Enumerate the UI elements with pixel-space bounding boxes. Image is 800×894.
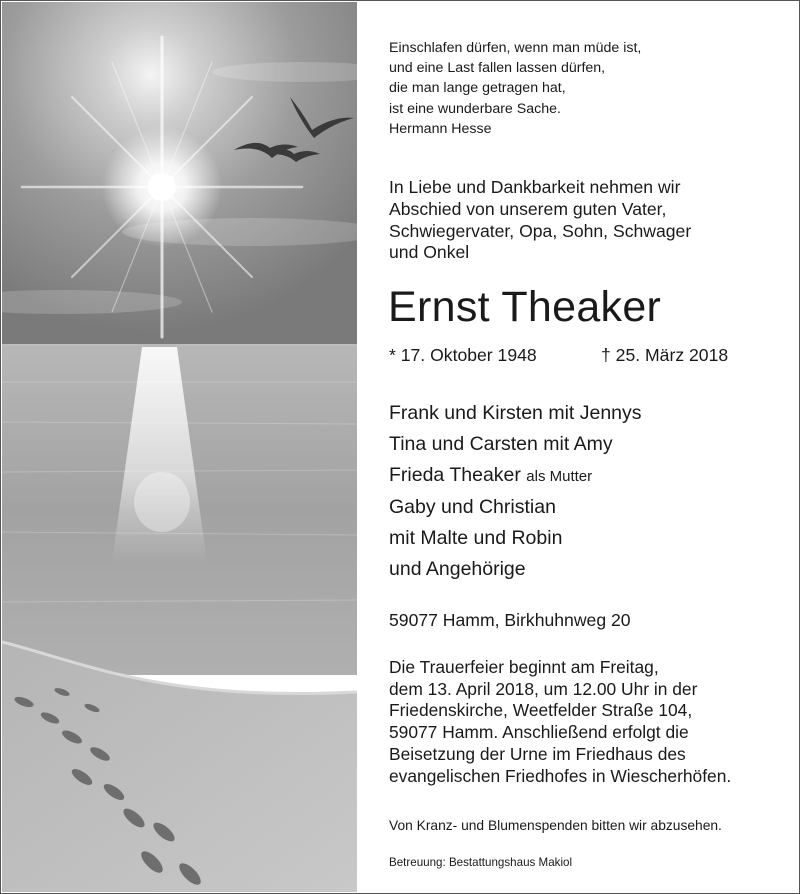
intro-line: und Onkel [389, 242, 470, 263]
poem-line: Einschlafen dürfen, wenn man müde ist, [389, 40, 642, 56]
mourner-line [389, 460, 642, 492]
service-line: Die Trauerfeier beginnt am Freitag, [389, 657, 659, 677]
mourner-line: Gaby und Christian [389, 496, 556, 518]
obituary-text-column [357, 0, 798, 892]
mourner-line: Tina und Carsten mit Amy [389, 433, 613, 455]
intro-line: In Liebe und Dankbarkeit nehmen wir [389, 177, 681, 197]
birth-date: * 17. Oktober 1948 [389, 345, 537, 365]
service-line: dem 13. April 2018, um 12.00 Uhr in der [389, 678, 698, 699]
family-address: 59077 Hamm, Birkhuhnweg 20 [389, 610, 631, 630]
farewell-intro [389, 177, 691, 264]
seascape-photo [2, 2, 357, 892]
death-date: † 25. März 2018 [601, 345, 729, 365]
mourner-line: und Angehörige [389, 558, 526, 580]
intro-line: Abschied von unserem guten Vater, [389, 198, 667, 219]
life-dates [389, 344, 749, 366]
poem-line: ist eine wunderbare Sache. [389, 100, 561, 117]
poem-line: und eine Last fallen lassen dürfen, [389, 60, 606, 77]
service-line: Friedenskirche, Weetfelder Straße 104, [389, 700, 693, 721]
deceased-name: Ernst Theaker [388, 283, 662, 331]
flowers-note: Von Kranz- und Blumenspenden bitten wir abzusehen. [389, 818, 722, 833]
service-line: Beisetzung der Urne im Friedhaus des [389, 743, 686, 764]
funeral-service-info [389, 657, 731, 787]
service-line: evangelischen Friedhofes in Wiescherhöfen. [389, 765, 732, 786]
poem-quote [389, 38, 641, 139]
service-line: 59077 Hamm. Anschließend erfolgt die [389, 722, 689, 743]
mourner-mother-role: als Mutter [526, 468, 593, 485]
mourner-line: mit Malte und Robin [389, 527, 563, 549]
poem-line: die man lange getragen hat, [389, 80, 566, 97]
intro-line: Schwiegervater, Opa, Sohn, Schwager [389, 220, 692, 241]
mourners-list [389, 398, 642, 585]
funeral-home-credit: Betreuung: Bestattungshaus Makiol [389, 856, 573, 869]
mourner-mother-name: Frieda Theaker [389, 464, 521, 486]
poem-author: Hermann Hesse [389, 120, 492, 137]
mourner-line: Frank und Kirsten mit Jennys [389, 402, 642, 424]
